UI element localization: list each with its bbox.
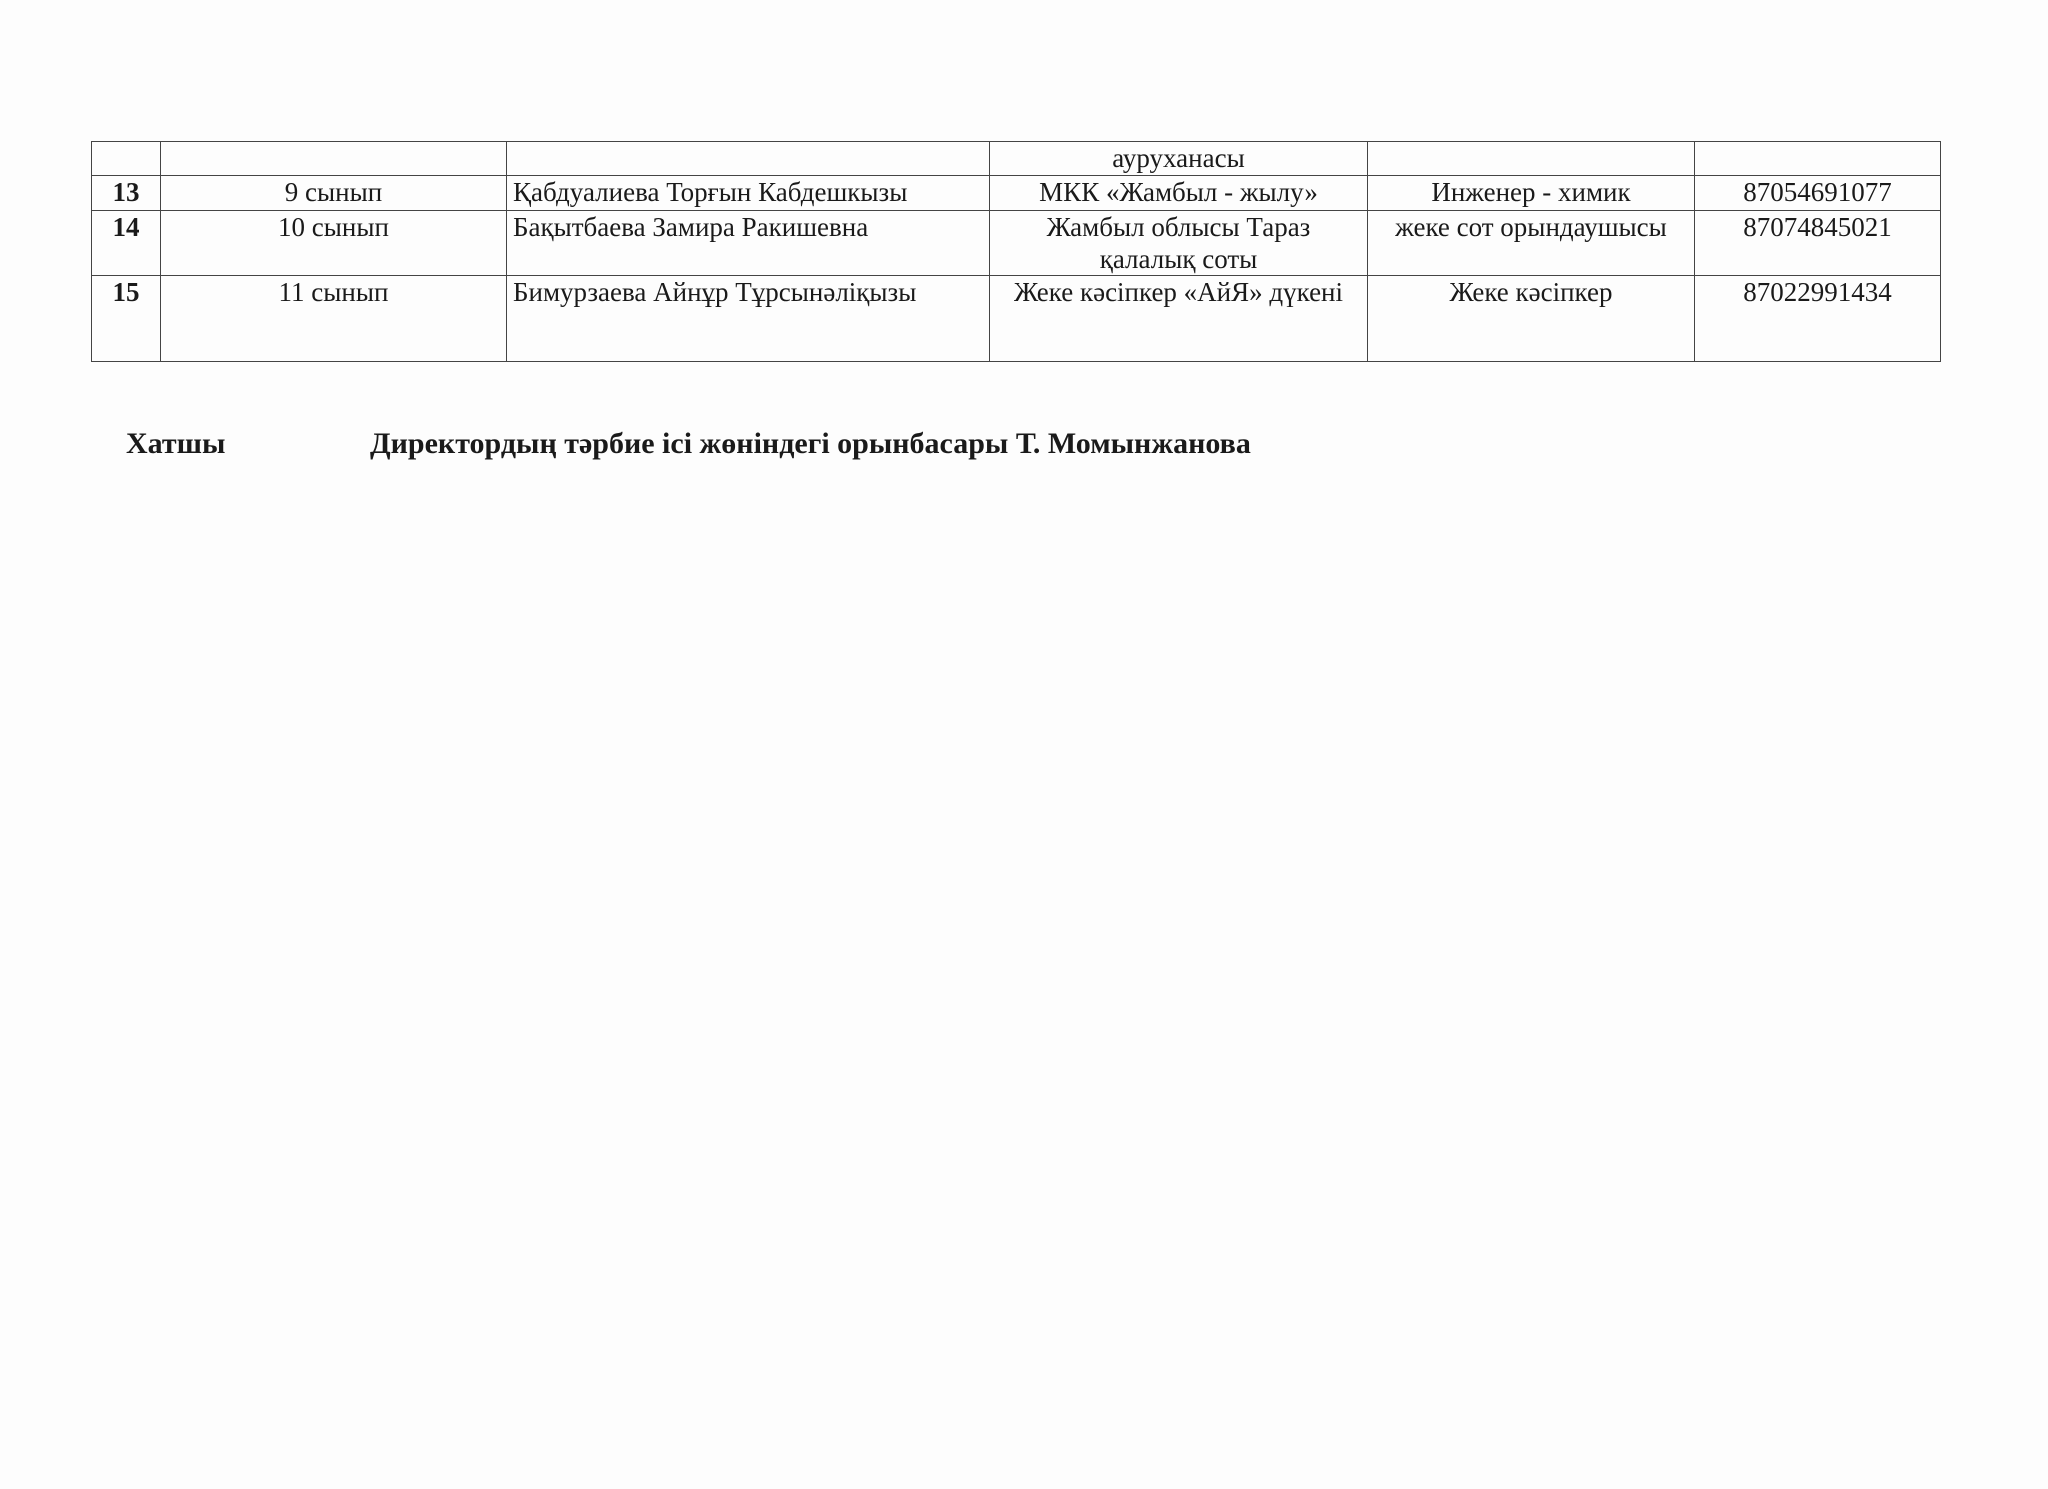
cell-name: Бимурзаева Айнұр Тұрсынәліқызы: [507, 276, 990, 362]
cell-workplace: Жамбыл облысы Тараз қалалық соты: [990, 211, 1368, 276]
cell-position: жеке сот орындаушысы: [1368, 211, 1695, 276]
signature-role: Хатшы: [126, 427, 226, 460]
cell-class: 11 сынып: [161, 276, 507, 362]
cell-name: Қабдуалиева Торғын Кабдешкызы: [507, 176, 990, 211]
cell-name: Бақытбаева Замира Ракишевна: [507, 211, 990, 276]
cell-position: Жеке кәсіпкер: [1368, 276, 1695, 362]
cell-workplace: МКК «Жамбыл - жылу»: [990, 176, 1368, 211]
table-row: [92, 176, 1941, 211]
cell-number: 13: [92, 176, 161, 211]
cell-phone: 87074845021: [1695, 211, 1941, 276]
parent-committee-table: [91, 141, 1941, 362]
cell-phone: 87054691077: [1695, 176, 1941, 211]
cell-phone: 87022991434: [1695, 276, 1941, 362]
cell-number: [92, 142, 161, 176]
table-row: [92, 276, 1941, 362]
signature-person: Директордың тәрбие ісі жөніндегі орынбасары Т. Момынжанова: [370, 427, 1251, 460]
cell-class: [161, 142, 507, 176]
cell-number: 14: [92, 211, 161, 276]
cell-position: Инженер - химик: [1368, 176, 1695, 211]
cell-position: [1368, 142, 1695, 176]
cell-workplace: ауруханасы: [990, 142, 1368, 176]
table-row: [92, 142, 1941, 176]
signature-line: [0, 424, 2048, 464]
cell-class: 10 сынып: [161, 211, 507, 276]
cell-phone: [1695, 142, 1941, 176]
cell-workplace: Жеке кәсіпкер «АйЯ» дүкені: [990, 276, 1368, 362]
cell-class: 9 сынып: [161, 176, 507, 211]
cell-name: [507, 142, 990, 176]
cell-number: 15: [92, 276, 161, 362]
table-row: [92, 211, 1941, 276]
